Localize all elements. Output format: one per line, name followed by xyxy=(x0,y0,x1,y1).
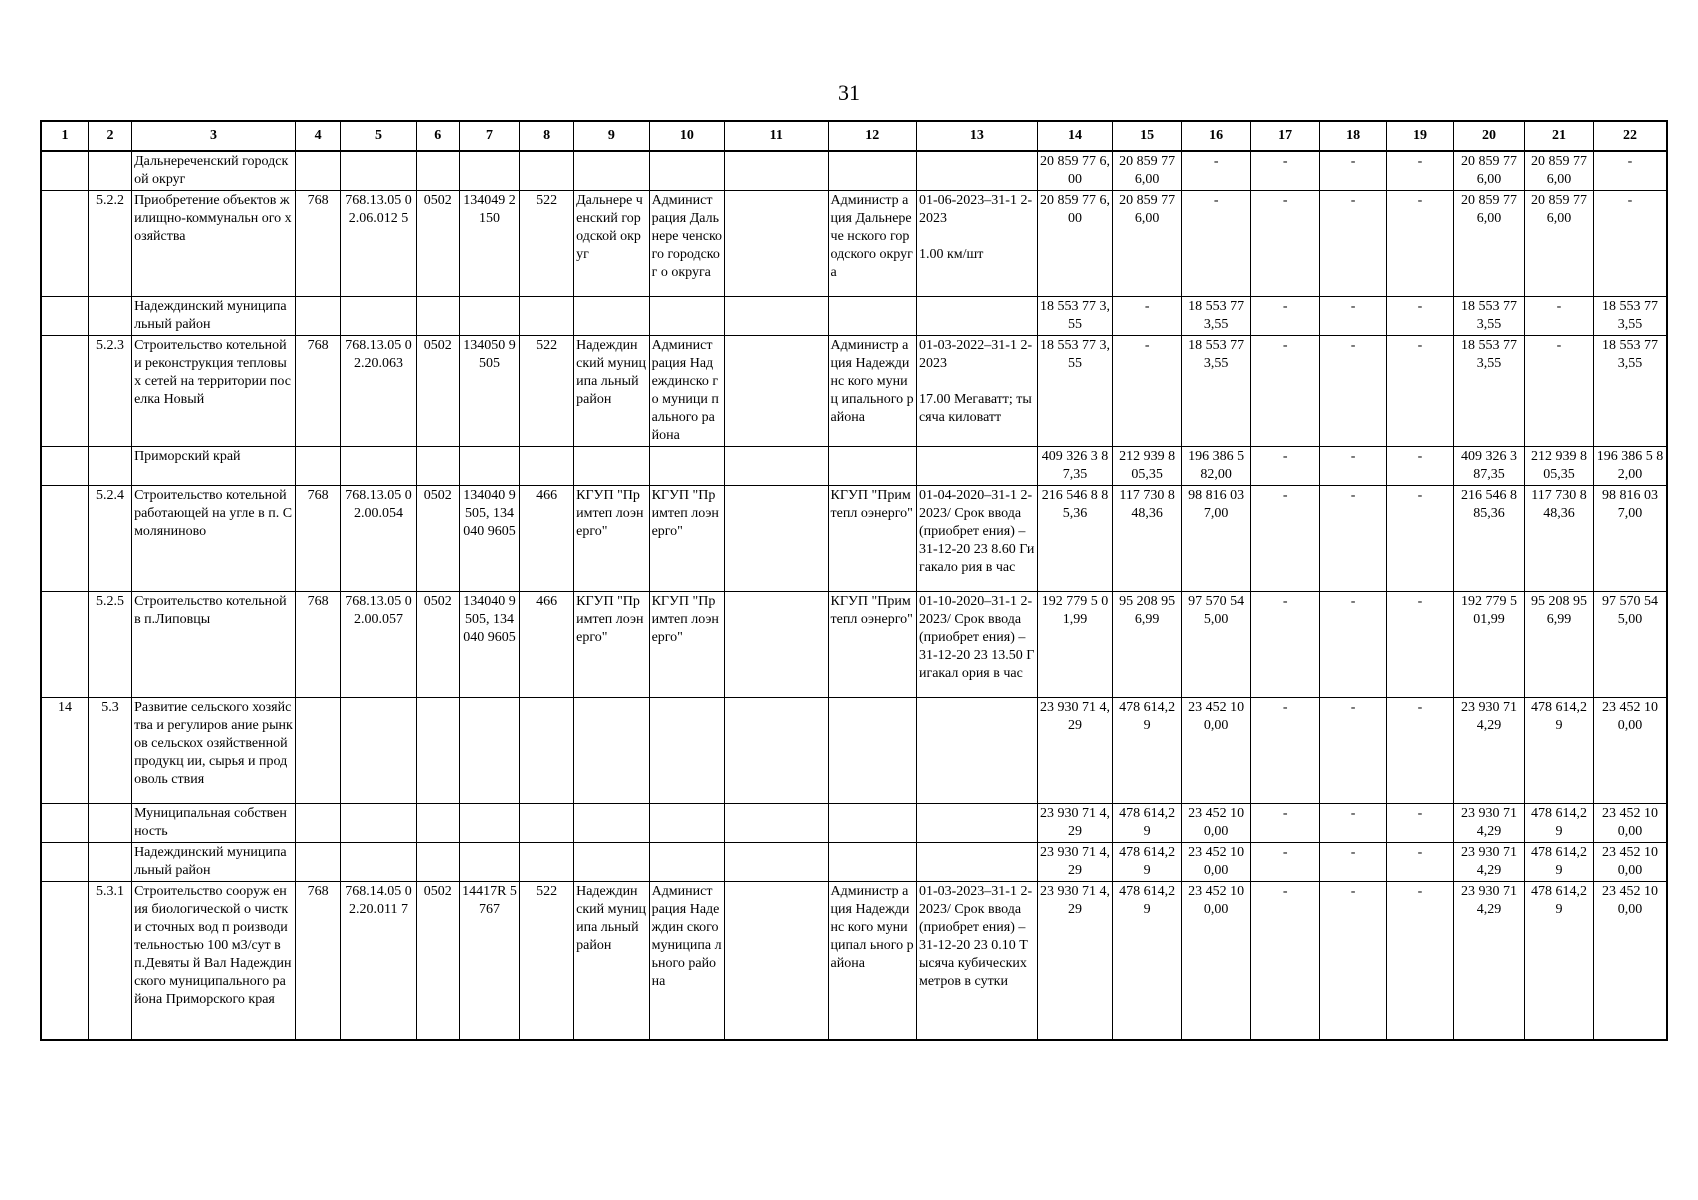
table-cell: 01-03-2022–31-1 2-2023 17.00 Мегаватт; тысяча киловатт xyxy=(916,336,1037,447)
table-cell xyxy=(649,843,724,882)
table-cell xyxy=(520,804,574,843)
table-row xyxy=(41,882,1667,1040)
table-cell: Администр ация Надеждинс кого муниц ипального района xyxy=(828,336,916,447)
table-cell: 23 930 71 4,29 xyxy=(1453,843,1524,882)
table-cell: КГУП "Примтеп лоэнерго" xyxy=(574,592,649,698)
table-cell xyxy=(725,151,829,191)
table-cell: - xyxy=(1320,843,1387,882)
table-cell: 768.13.05 02.00.054 xyxy=(341,486,416,592)
table-cell: 23 930 71 4,29 xyxy=(1037,843,1112,882)
table-cell xyxy=(41,151,88,191)
table-row xyxy=(41,447,1667,486)
table-cell: 23 452 10 0,00 xyxy=(1594,843,1667,882)
table-cell: 23 930 71 4,29 xyxy=(1453,698,1524,804)
table-cell: 5.2.4 xyxy=(88,486,131,592)
table-cell: 466 xyxy=(520,592,574,698)
table-cell: Надеждин ский муниципа льный район xyxy=(574,336,649,447)
column-header-20: 20 xyxy=(1453,121,1524,151)
column-header-6: 6 xyxy=(416,121,459,151)
table-cell: - xyxy=(1320,592,1387,698)
table-cell: - xyxy=(1387,336,1454,447)
table-cell: 18 553 77 3,55 xyxy=(1037,336,1112,447)
table-cell: 20 859 77 6,00 xyxy=(1525,191,1594,297)
table-cell: 466 xyxy=(520,486,574,592)
table-cell: 18 553 77 3,55 xyxy=(1182,336,1251,447)
table-cell: 134040 9505, 134040 9605 xyxy=(459,592,519,698)
table-cell: - xyxy=(1594,151,1667,191)
table-cell xyxy=(725,447,829,486)
column-header-12: 12 xyxy=(828,121,916,151)
table-cell: 18 553 77 3,55 xyxy=(1453,336,1524,447)
table-cell xyxy=(459,447,519,486)
table-cell: 18 553 77 3,55 xyxy=(1594,336,1667,447)
table-cell: 01-03-2023–31-1 2-2023/ Срок ввода (приобрет ения) – 31-12-20 23 0.10 Тысяча кубических метров в сутки xyxy=(916,882,1037,1040)
table-cell xyxy=(828,698,916,804)
table-cell: - xyxy=(1182,191,1251,297)
table-cell: Строительство котельной работающей на угле в п. Смоляниново xyxy=(132,486,296,592)
table-cell: Администр ация Надеждинс кого муниципал ьного района xyxy=(828,882,916,1040)
table-cell: 18 553 77 3,55 xyxy=(1453,297,1524,336)
table-cell xyxy=(574,843,649,882)
table-cell: 23 452 10 0,00 xyxy=(1594,698,1667,804)
table-cell: КГУП "Примтеп лоэнерго" xyxy=(574,486,649,592)
table-row xyxy=(41,486,1667,592)
table-cell xyxy=(41,297,88,336)
table-cell: 18 553 77 3,55 xyxy=(1182,297,1251,336)
table-cell: Администр ация Дальнерече нского городского округа xyxy=(828,191,916,297)
table-cell xyxy=(459,698,519,804)
table-cell: 23 930 71 4,29 xyxy=(1453,804,1524,843)
table-cell: 01-04-2020–31-1 2-2023/ Срок ввода (приобрет ения) – 31-12-20 23 8.60 Гигакало рия в час xyxy=(916,486,1037,592)
table-cell xyxy=(41,804,88,843)
table-cell xyxy=(520,698,574,804)
table-cell: 478 614,2 9 xyxy=(1525,698,1594,804)
table-cell: 134040 9505, 134040 9605 xyxy=(459,486,519,592)
table-cell xyxy=(295,698,340,804)
table-cell: 5.2.3 xyxy=(88,336,131,447)
table-cell: - xyxy=(1251,447,1320,486)
table-cell: 478 614,2 9 xyxy=(1525,882,1594,1040)
table-cell: - xyxy=(1251,486,1320,592)
table-cell xyxy=(725,191,829,297)
table-cell: Надеждин ский муниципа льный район xyxy=(574,882,649,1040)
table-cell: - xyxy=(1113,336,1182,447)
table-cell xyxy=(520,843,574,882)
table-cell xyxy=(828,297,916,336)
table-cell: 212 939 8 05,35 xyxy=(1525,447,1594,486)
table-cell: 134050 9505 xyxy=(459,336,519,447)
table-cell xyxy=(41,882,88,1040)
table-cell: 117 730 8 48,36 xyxy=(1113,486,1182,592)
table-cell xyxy=(649,698,724,804)
table-cell: 768.13.05 02.20.063 xyxy=(341,336,416,447)
table-cell xyxy=(649,447,724,486)
table-cell xyxy=(520,151,574,191)
table-cell xyxy=(916,698,1037,804)
table-cell: - xyxy=(1387,297,1454,336)
table-cell xyxy=(416,698,459,804)
table-cell: 5.2.2 xyxy=(88,191,131,297)
table-cell: - xyxy=(1320,698,1387,804)
column-header-15: 15 xyxy=(1113,121,1182,151)
data-table xyxy=(40,120,1668,1041)
table-cell: - xyxy=(1320,804,1387,843)
table-cell: 14 xyxy=(41,698,88,804)
table-row xyxy=(41,297,1667,336)
table-cell: 0502 xyxy=(416,336,459,447)
column-header-1: 1 xyxy=(41,121,88,151)
table-cell: 134049 2150 xyxy=(459,191,519,297)
table-cell: 478 614,2 9 xyxy=(1113,698,1182,804)
table-cell: 478 614,2 9 xyxy=(1113,843,1182,882)
table-cell xyxy=(41,191,88,297)
table-cell: 98 816 03 7,00 xyxy=(1182,486,1251,592)
table-cell: - xyxy=(1182,151,1251,191)
table-cell xyxy=(574,297,649,336)
table-cell: - xyxy=(1594,191,1667,297)
table-cell: 768 xyxy=(295,191,340,297)
table-cell: 768.13.05 02.06.012 5 xyxy=(341,191,416,297)
table-cell: - xyxy=(1251,882,1320,1040)
table-cell: Админист рация Дальнере ченского городског о округа xyxy=(649,191,724,297)
table-cell: Дальнереченский городской округ xyxy=(132,151,296,191)
table-cell xyxy=(295,447,340,486)
table-cell xyxy=(459,843,519,882)
table-cell xyxy=(725,336,829,447)
table-cell: 20 859 77 6,00 xyxy=(1037,191,1112,297)
table-cell: 01-10-2020–31-1 2-2023/ Срок ввода (приобрет ения) – 31-12-20 23 13.50 Гигакал ория в час xyxy=(916,592,1037,698)
table-cell: 23 930 71 4,29 xyxy=(1037,882,1112,1040)
table-cell: 768 xyxy=(295,336,340,447)
table-cell xyxy=(574,447,649,486)
table-cell: - xyxy=(1320,336,1387,447)
table-cell: 20 859 77 6,00 xyxy=(1525,151,1594,191)
table-cell: 196 386 5 82,00 xyxy=(1594,447,1667,486)
column-header-14: 14 xyxy=(1037,121,1112,151)
table-cell xyxy=(41,843,88,882)
table-cell: - xyxy=(1113,297,1182,336)
table-cell: 18 553 77 3,55 xyxy=(1037,297,1112,336)
table-cell: 216 546 8 85,36 xyxy=(1037,486,1112,592)
table-cell: 0502 xyxy=(416,486,459,592)
table-cell xyxy=(649,151,724,191)
table-cell: 768.13.05 02.00.057 xyxy=(341,592,416,698)
table-cell: Строительство котельной и реконструкция тепловых сетей на территории поселка Новый xyxy=(132,336,296,447)
table-cell xyxy=(41,336,88,447)
table-cell xyxy=(88,843,131,882)
table-cell: - xyxy=(1387,447,1454,486)
table-cell xyxy=(41,447,88,486)
table-cell xyxy=(295,804,340,843)
table-cell xyxy=(828,151,916,191)
table-cell: 5.2.5 xyxy=(88,592,131,698)
table-cell: КГУП "Примтеп лоэнерго" xyxy=(649,486,724,592)
table-cell xyxy=(725,486,829,592)
table-cell: - xyxy=(1320,191,1387,297)
table-cell xyxy=(725,592,829,698)
table-cell: 212 939 8 05,35 xyxy=(1113,447,1182,486)
column-header-21: 21 xyxy=(1525,121,1594,151)
table-cell xyxy=(88,297,131,336)
table-cell: 95 208 95 6,99 xyxy=(1525,592,1594,698)
table-cell: 23 452 10 0,00 xyxy=(1182,843,1251,882)
table-cell: 478 614,2 9 xyxy=(1525,804,1594,843)
table-cell: 522 xyxy=(520,191,574,297)
table-cell: - xyxy=(1320,486,1387,592)
table-cell: 0502 xyxy=(416,592,459,698)
table-cell xyxy=(341,804,416,843)
table-cell: 23 452 10 0,00 xyxy=(1594,804,1667,843)
table-cell: - xyxy=(1251,698,1320,804)
table-cell: - xyxy=(1525,297,1594,336)
table-cell: - xyxy=(1387,698,1454,804)
table-cell: 97 570 54 5,00 xyxy=(1594,592,1667,698)
table-cell xyxy=(341,447,416,486)
column-header-13: 13 xyxy=(916,121,1037,151)
table-cell: - xyxy=(1320,151,1387,191)
table-cell xyxy=(916,447,1037,486)
table-cell xyxy=(649,804,724,843)
table-cell: - xyxy=(1251,191,1320,297)
table-cell: 23 452 10 0,00 xyxy=(1594,882,1667,1040)
table-cell: 768.14.05 02.20.011 7 xyxy=(341,882,416,1040)
table-row xyxy=(41,843,1667,882)
table-cell: 20 859 77 6,00 xyxy=(1453,151,1524,191)
table-cell xyxy=(459,151,519,191)
table-cell xyxy=(916,804,1037,843)
table-row xyxy=(41,592,1667,698)
column-header-3: 3 xyxy=(132,121,296,151)
table-cell: - xyxy=(1251,843,1320,882)
table-cell xyxy=(649,297,724,336)
table-cell: Админист рация Над еждинско го муници пального района xyxy=(649,336,724,447)
table-cell: - xyxy=(1251,297,1320,336)
column-header-8: 8 xyxy=(520,121,574,151)
column-header-4: 4 xyxy=(295,121,340,151)
table-cell xyxy=(574,151,649,191)
table-cell xyxy=(41,486,88,592)
table-cell xyxy=(295,151,340,191)
table-cell: - xyxy=(1251,151,1320,191)
table-cell: 478 614,2 9 xyxy=(1113,882,1182,1040)
table-cell: 192 779 5 01,99 xyxy=(1453,592,1524,698)
table-cell: 97 570 54 5,00 xyxy=(1182,592,1251,698)
table-cell: 0502 xyxy=(416,191,459,297)
table-cell: Строительство котельной в п.Липовцы xyxy=(132,592,296,698)
table-cell xyxy=(828,843,916,882)
table-cell: 18 553 77 3,55 xyxy=(1594,297,1667,336)
table-cell xyxy=(725,297,829,336)
table-cell xyxy=(295,297,340,336)
table-cell xyxy=(341,843,416,882)
table-cell xyxy=(341,698,416,804)
table-cell xyxy=(916,151,1037,191)
table-cell: 23 930 71 4,29 xyxy=(1453,882,1524,1040)
table-cell: 20 859 77 6,00 xyxy=(1453,191,1524,297)
table-cell xyxy=(725,882,829,1040)
table-cell: 01-06-2023–31-1 2-2023 1.00 км/шт xyxy=(916,191,1037,297)
table-cell: 216 546 8 85,36 xyxy=(1453,486,1524,592)
table-cell: - xyxy=(1320,297,1387,336)
table-cell: 117 730 8 48,36 xyxy=(1525,486,1594,592)
table-cell: - xyxy=(1387,151,1454,191)
table-cell: - xyxy=(1387,843,1454,882)
table-cell: - xyxy=(1251,592,1320,698)
table-cell xyxy=(295,843,340,882)
table-row xyxy=(41,698,1667,804)
table-cell: Приморский край xyxy=(132,447,296,486)
table-cell: 20 859 77 6,00 xyxy=(1113,191,1182,297)
column-header-2: 2 xyxy=(88,121,131,151)
table-cell xyxy=(520,447,574,486)
column-header-5: 5 xyxy=(341,121,416,151)
table-cell: 98 816 03 7,00 xyxy=(1594,486,1667,592)
table-cell: - xyxy=(1251,336,1320,447)
table-header-row xyxy=(41,121,1667,151)
table-cell: 95 208 95 6,99 xyxy=(1113,592,1182,698)
table-cell: - xyxy=(1387,804,1454,843)
column-header-16: 16 xyxy=(1182,121,1251,151)
table-cell: Надеждинский муниципальный район xyxy=(132,843,296,882)
table-cell xyxy=(341,297,416,336)
table-row xyxy=(41,151,1667,191)
column-header-18: 18 xyxy=(1320,121,1387,151)
table-cell xyxy=(416,447,459,486)
table-cell xyxy=(520,297,574,336)
table-cell xyxy=(88,447,131,486)
table-cell: 768 xyxy=(295,882,340,1040)
table-cell xyxy=(574,804,649,843)
table-cell: - xyxy=(1251,804,1320,843)
table-cell xyxy=(341,151,416,191)
table-row xyxy=(41,336,1667,447)
column-header-11: 11 xyxy=(725,121,829,151)
table-cell: Надеждинский муниципальный район xyxy=(132,297,296,336)
table-cell xyxy=(725,698,829,804)
table-cell xyxy=(88,804,131,843)
table-cell: 409 326 3 87,35 xyxy=(1037,447,1112,486)
column-header-10: 10 xyxy=(649,121,724,151)
column-header-17: 17 xyxy=(1251,121,1320,151)
page-number: 31 xyxy=(838,80,860,105)
table-cell: - xyxy=(1387,882,1454,1040)
table-cell: 768 xyxy=(295,486,340,592)
table-cell: 20 859 77 6,00 xyxy=(1113,151,1182,191)
table-cell xyxy=(828,447,916,486)
table-cell xyxy=(916,843,1037,882)
table-cell: 478 614,2 9 xyxy=(1525,843,1594,882)
table-cell: - xyxy=(1320,447,1387,486)
table-cell: 409 326 3 87,35 xyxy=(1453,447,1524,486)
column-header-9: 9 xyxy=(574,121,649,151)
table-cell: - xyxy=(1387,486,1454,592)
table-cell xyxy=(574,698,649,804)
table-cell: 5.3.1 xyxy=(88,882,131,1040)
table-cell: Муниципальная собственность xyxy=(132,804,296,843)
table-cell: 23 452 10 0,00 xyxy=(1182,804,1251,843)
table-cell xyxy=(459,804,519,843)
table-row xyxy=(41,191,1667,297)
table-cell: 522 xyxy=(520,336,574,447)
table-row xyxy=(41,804,1667,843)
table-cell: 23 930 71 4,29 xyxy=(1037,698,1112,804)
column-header-7: 7 xyxy=(459,121,519,151)
table-cell: 196 386 5 82,00 xyxy=(1182,447,1251,486)
table-cell xyxy=(416,843,459,882)
table-cell: КГУП "Примтеп лоэнерго" xyxy=(649,592,724,698)
column-header-19: 19 xyxy=(1387,121,1454,151)
table-cell: 23 452 10 0,00 xyxy=(1182,698,1251,804)
table-cell: 23 452 10 0,00 xyxy=(1182,882,1251,1040)
table-cell: - xyxy=(1320,882,1387,1040)
table-cell xyxy=(725,804,829,843)
table-cell: 768 xyxy=(295,592,340,698)
table-cell: 192 779 5 01,99 xyxy=(1037,592,1112,698)
table-cell: Строительство сооруж ения биологической о чистки сточных вод п роизводительностью 100 м3/сут в п.Девяты й Вал Надеждинского муниципального района Приморского края xyxy=(132,882,296,1040)
table-cell xyxy=(88,151,131,191)
table-cell: 478 614,2 9 xyxy=(1113,804,1182,843)
table-cell: 522 xyxy=(520,882,574,1040)
table-cell: Развитие сельского хозяйства и регулиров ание рынков сельскох озяйственной продукц ии, сырья и продоволь ствия xyxy=(132,698,296,804)
table-cell: - xyxy=(1525,336,1594,447)
table-cell: Админист рация Надеждин ского муниципа льного района xyxy=(649,882,724,1040)
table-cell: КГУП "Примтепл оэнерго" xyxy=(828,592,916,698)
table-cell: - xyxy=(1387,592,1454,698)
table-cell: 23 930 71 4,29 xyxy=(1037,804,1112,843)
table-cell xyxy=(416,297,459,336)
table-cell: 0502 xyxy=(416,882,459,1040)
column-header-22: 22 xyxy=(1594,121,1667,151)
table-cell: 20 859 77 6,00 xyxy=(1037,151,1112,191)
table-cell: КГУП "Примтепл оэнерго" xyxy=(828,486,916,592)
table-cell: Приобретение объектов жилищно-коммунальн ого хозяйства xyxy=(132,191,296,297)
table-cell xyxy=(41,592,88,698)
table-cell xyxy=(725,843,829,882)
table-cell: 5.3 xyxy=(88,698,131,804)
table-cell xyxy=(828,804,916,843)
table-cell: Дальнере ченский городской округ xyxy=(574,191,649,297)
table-cell: - xyxy=(1387,191,1454,297)
table-cell xyxy=(416,151,459,191)
table-cell xyxy=(916,297,1037,336)
table-cell xyxy=(459,297,519,336)
table-cell xyxy=(416,804,459,843)
table-cell: 14417R 5767 xyxy=(459,882,519,1040)
